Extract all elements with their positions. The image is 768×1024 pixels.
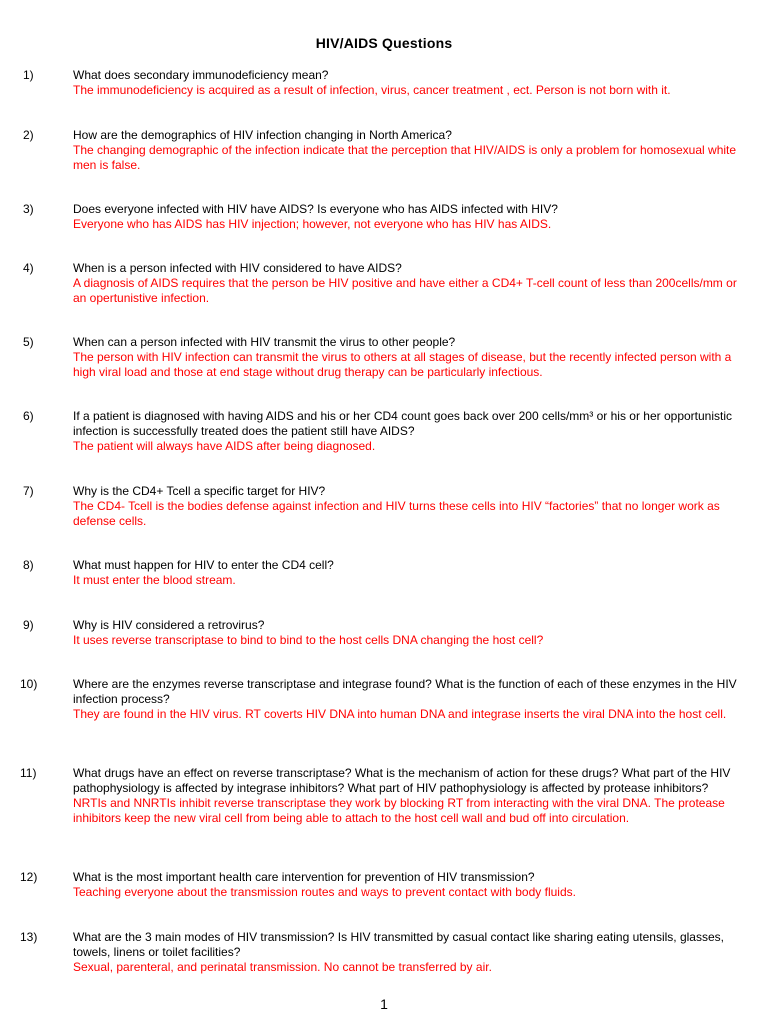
- question-text: When is a person infected with HIV considered to have AIDS?: [73, 261, 402, 275]
- answer-text: The CD4- Tcell is the bodies defense against infection and HIV turns these cells into HIV “factories” that no longer work as defense cells.: [73, 499, 720, 528]
- question-text: Where are the enzymes reverse transcriptase and integrase found? What is the function of each of these enzymes in the HIV infection process?: [73, 677, 737, 706]
- question-number: 6): [23, 409, 34, 423]
- question-text: What does secondary immunodeficiency mean?: [73, 68, 329, 82]
- answer-text: The changing demographic of the infection indicate that the perception that HIV/AIDS is only a problem for homosexual white men is false.: [73, 143, 737, 172]
- answer-text: Sexual, parenteral, and perinatal transmission. No cannot be transferred by air.: [73, 960, 492, 974]
- question-number: 12): [20, 870, 38, 884]
- question-text: How are the demographics of HIV infection changing in North America?: [73, 128, 452, 142]
- question-text: What are the 3 main modes of HIV transmission? Is HIV transmitted by casual contact like sharing eating utensils, glasses, towels, linens or toilet facilities?: [73, 930, 724, 959]
- question-number: 9): [23, 618, 34, 632]
- answer-text: The patient will always have AIDS after being diagnosed.: [73, 439, 376, 453]
- question-number: 7): [23, 484, 34, 498]
- question-number: 5): [23, 335, 34, 349]
- question-text: Does everyone infected with HIV have AIDS? Is everyone who has AIDS infected with HIV?: [73, 202, 558, 216]
- answer-text: A diagnosis of AIDS requires that the person be HIV positive and have either a CD4+ T-cell count of less than 200cells/mm or an opertunistive infection.: [73, 276, 737, 305]
- answer-text: NRTIs and NNRTIs inhibit reverse transcriptase they work by blocking RT from interacting with the viral DNA. The protease inhibitors keep the new viral cell from being able to attach to the host cell wall and bud off into circulation.: [73, 796, 725, 825]
- question-text: What drugs have an effect on reverse transcriptase? What is the mechanism of action for these drugs? What part of the HIV pathophysiology is affected by integrase inhibitors? What part of HIV pathophysiology is affected by protease inhibitors?: [73, 766, 731, 795]
- answer-text: Teaching everyone about the transmission routes and ways to prevent contact with body fluids.: [73, 885, 576, 899]
- question-number: 2): [23, 128, 34, 142]
- question-text: What is the most important health care intervention for prevention of HIV transmission?: [73, 870, 535, 884]
- question-number: 3): [23, 202, 34, 216]
- question-number: 8): [23, 558, 34, 572]
- question-text: Why is the CD4+ Tcell a specific target for HIV?: [73, 484, 326, 498]
- question-text: When can a person infected with HIV transmit the virus to other people?: [73, 335, 456, 349]
- answer-text: The immunodeficiency is acquired as a result of infection, virus, cancer treatment , ect. Person is not born with it.: [73, 83, 671, 97]
- question-number: 10): [20, 677, 38, 691]
- page-number: 1: [380, 996, 388, 1012]
- question-number: 4): [23, 261, 34, 275]
- question-text: Why is HIV considered a retrovirus?: [73, 618, 265, 632]
- question-number: 11): [20, 766, 37, 780]
- answer-text: The person with HIV infection can transmit the virus to others at all stages of disease, but the recently infected person with a high viral load and those at end stage without drug therapy can be particularly infectious.: [73, 350, 732, 379]
- page-title: HIV/AIDS Questions: [315, 35, 453, 51]
- question-number: 1): [23, 68, 34, 82]
- answer-text: Everyone who has AIDS has HIV injection; however, not everyone who has HIV has AIDS.: [73, 217, 552, 231]
- question-text: What must happen for HIV to enter the CD4 cell?: [73, 558, 334, 572]
- answer-text: They are found in the HIV virus. RT coverts HIV DNA into human DNA and integrase inserts the viral DNA into the host cell.: [73, 707, 727, 721]
- question-text: If a patient is diagnosed with having AIDS and his or her CD4 count goes back over 200 cells/mm³ or his or her opportunistic infection is successfully treated does the patient still have AIDS?: [73, 409, 733, 438]
- answer-text: It must enter the blood stream.: [73, 573, 236, 587]
- question-number: 13): [20, 930, 38, 944]
- answer-text: It uses reverse transcriptase to bind to bind to the host cells DNA changing the host cell?: [73, 633, 544, 647]
